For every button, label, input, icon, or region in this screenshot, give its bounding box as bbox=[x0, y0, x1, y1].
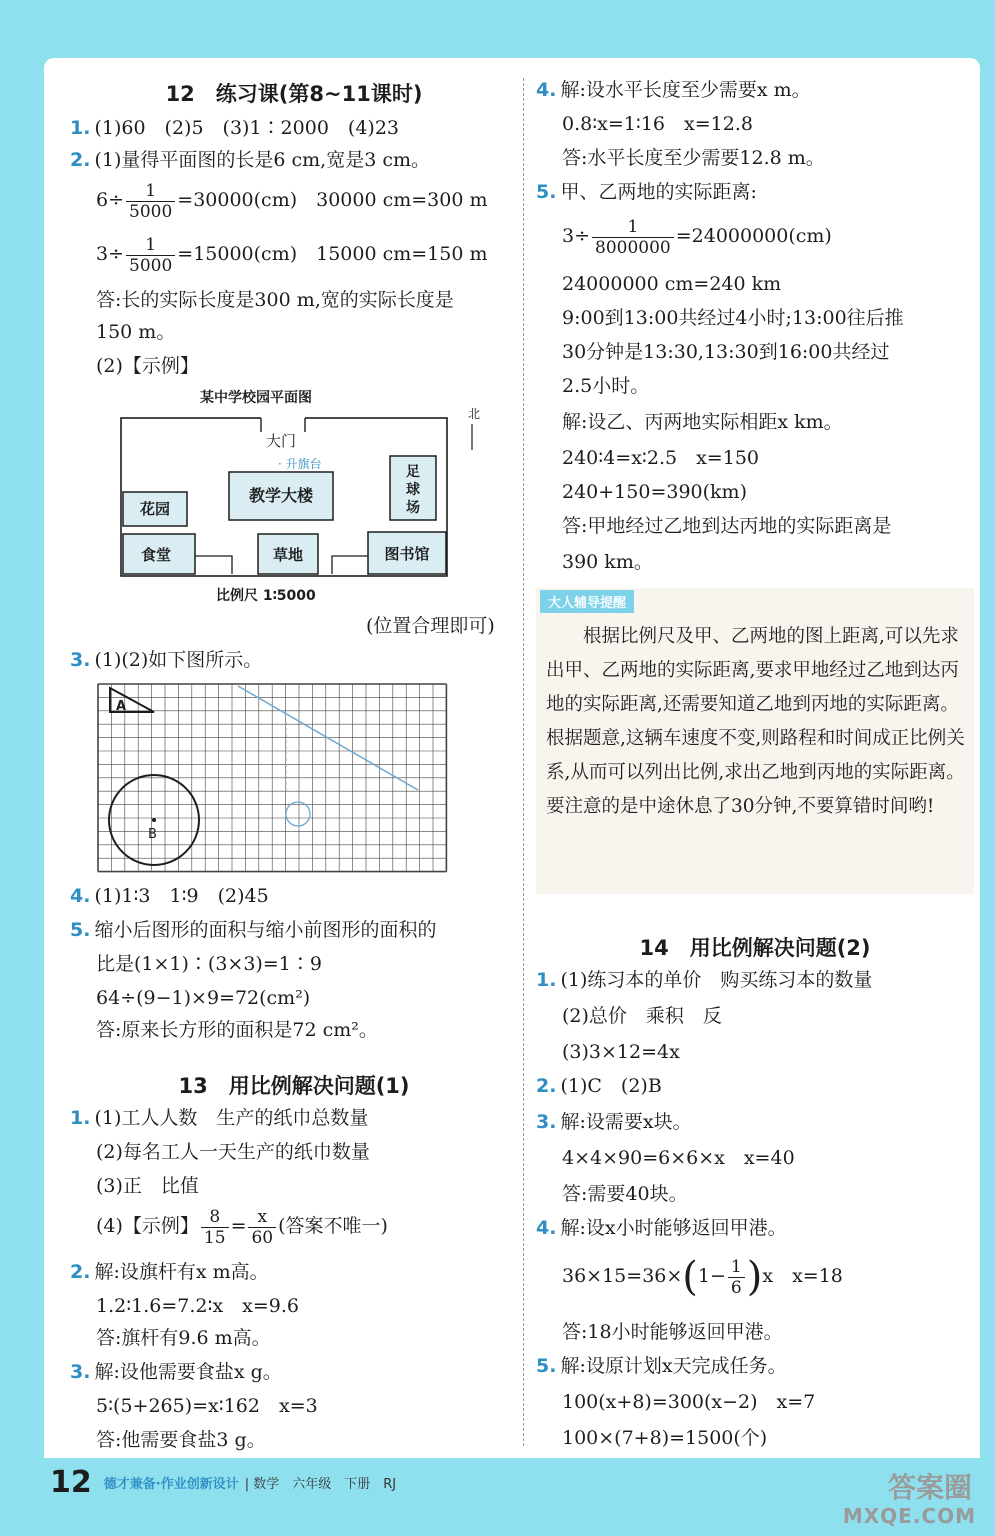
s14-answer-5-2: 100(x+8)=300(x−2) x=7 bbox=[562, 1391, 816, 1413]
s13-answer-3-2: 5∶(5+265)=x∶162 x=3 bbox=[96, 1395, 318, 1417]
r-answer-5-9: 答:甲地经过乙地到达丙地的实际距离是 bbox=[562, 515, 892, 537]
s13-answer-2-2: 1.2∶1.6=7.2∶x x=9.6 bbox=[96, 1295, 300, 1317]
s14-answer-5-1: 5. 解:设原计划x天完成任务。 bbox=[536, 1355, 787, 1377]
s13-answer-3-1: 3. 解:设他需要食盐x g。 bbox=[70, 1361, 282, 1383]
triangle-a-label: A bbox=[116, 699, 127, 714]
answer-2-ans-2: 150 m。 bbox=[96, 321, 176, 343]
r-answer-5-4: 30分钟是13:30,13:30到16:00共经过 bbox=[562, 341, 890, 363]
svg-text:花园: 花园 bbox=[139, 500, 171, 518]
page-number: 12 bbox=[50, 1464, 92, 1500]
r-answer-5-1: 5. 甲、乙两地的实际距离: bbox=[536, 181, 757, 203]
map-scale: 比例尺 1∶5000 bbox=[216, 588, 316, 604]
answer-5-2: 比是(1×1)∶(3×3)=1∶9 bbox=[96, 953, 322, 975]
s13-answer-1-2: (2)每名工人一天生产的纸巾数量 bbox=[96, 1141, 370, 1163]
s14-answer-4-3: 答:18小时能够返回甲港。 bbox=[562, 1321, 783, 1343]
circle-b-label: B bbox=[148, 827, 157, 842]
svg-text:食堂: 食堂 bbox=[140, 546, 172, 564]
s13-answer-3-3: 答:他需要食盐3 g。 bbox=[96, 1429, 266, 1451]
s14-answer-2: 2. (1)C (2)B bbox=[536, 1075, 662, 1097]
answer-2-1: 2. (1)量得平面图的长是6 cm,宽是3 cm。 bbox=[70, 149, 430, 171]
r-answer-5-calc: 3÷ $\frac{1}{8000000}$ =24000000(cm) bbox=[562, 216, 832, 258]
tutor-note-text: 根据比例尺及甲、乙两地的图上距离,可以先求出甲、乙两地的实际距离,要求甲地经过乙地到达丙地的实际距离,还需要知道乙地到丙地的实际距离。根据题意,这辆车速度不变,则路程和时间成正比例关系,从而可以列出比例,求出乙地到丙地的实际距离。要注意的是中途休息了30分钟,不要算错时间哟! bbox=[546, 626, 965, 817]
svg-text:图书馆: 图书馆 bbox=[384, 545, 430, 563]
s13-answer-1-3: (3)正 比值 bbox=[96, 1175, 199, 1197]
s13-answer-2-3: 答:旗杆有9.6 m高。 bbox=[96, 1327, 271, 1349]
page-sheet bbox=[44, 58, 980, 1458]
enlarged-line bbox=[238, 686, 418, 790]
reduced-circle bbox=[286, 802, 310, 826]
answer-5-1: 5. 缩小后图形的面积与缩小前图形的面积的 bbox=[70, 919, 437, 941]
r-answer-4-3: 答:水平长度至少需要12.8 m。 bbox=[562, 147, 825, 169]
s14-answer-3-2: 4×4×90=6×6×x x=40 bbox=[562, 1147, 795, 1169]
answer-2-calc-2: 3÷ $\frac{1}{5000}$ =15000(cm) 15000 cm=150 m bbox=[96, 234, 488, 276]
s14-answer-3-3: 答:需要40块。 bbox=[562, 1183, 688, 1205]
answer-2-note: (位置合理即可) bbox=[366, 615, 495, 637]
r-answer-5-5: 2.5小时。 bbox=[562, 375, 650, 397]
r-answer-5-3: 9:00到13:00共经过4小时;13:00往后推 bbox=[562, 307, 904, 329]
s14-answer-1-2: (2)总价 乘积 反 bbox=[562, 1005, 722, 1027]
svg-text:足: 足 bbox=[406, 464, 420, 480]
brand-name: 德才兼备·作业创新设计 bbox=[103, 1476, 239, 1492]
answer-1: 1. (1)60 (2)5 (3)1∶2000 (4)23 bbox=[70, 117, 399, 139]
watermark-site: MXQE.COM bbox=[842, 1504, 976, 1528]
column-divider bbox=[523, 78, 524, 1446]
book-info: | 数学 六年级 下册 RJ bbox=[244, 1476, 397, 1492]
north-label: 北 bbox=[468, 407, 481, 421]
r-answer-5-8: 240+150=390(km) bbox=[562, 481, 747, 503]
tutor-note bbox=[536, 588, 974, 894]
s14-answer-3-1: 3. 解:设需要x块。 bbox=[536, 1111, 692, 1133]
section-13-title: 13 用比例解决问题(1) bbox=[178, 1074, 410, 1098]
flag-label: · 升旗台 bbox=[278, 457, 322, 471]
watermark-logo-text: 答案圈 bbox=[887, 1471, 972, 1504]
answer-5-3: 64÷(9−1)×9=72(cm²) bbox=[96, 987, 311, 1009]
r-answer-4-1: 4. 解:设水平长度至少需要x m。 bbox=[536, 79, 811, 101]
gate-gap bbox=[261, 414, 305, 422]
tutor-note-tag: 大人辅导提醒 bbox=[540, 590, 634, 613]
watermark bbox=[812, 1466, 982, 1532]
r-answer-5-6: 解:设乙、丙两地实际相距x km。 bbox=[562, 411, 843, 433]
answer-4: 4. (1)1∶3 1∶9 (2)45 bbox=[70, 885, 269, 907]
section-12-title: 12 练习课(第8~11课时) bbox=[165, 82, 423, 106]
grid-figure bbox=[96, 682, 452, 882]
section-14-title: 14 用比例解决问题(2) bbox=[639, 936, 871, 960]
r-answer-4-2: 0.8∶x=1∶16 x=12.8 bbox=[562, 113, 753, 135]
answer-3: 3. (1)(2)如下图所示。 bbox=[70, 649, 263, 671]
s13-answer-1-4: (4)【示例】 $\frac{8}{15}$ = $\frac{x}{60}$ (答案不唯一) bbox=[96, 1206, 388, 1248]
page-footer bbox=[50, 1462, 396, 1502]
s13-answer-1-1: 1. (1)工人人数 生产的纸巾总数量 bbox=[70, 1107, 369, 1129]
circle-b-center bbox=[152, 818, 156, 822]
s14-answer-1-3: (3)3×12=4x bbox=[562, 1041, 680, 1063]
s13-answer-2-1: 2. 解:设旗杆有x m高。 bbox=[70, 1261, 269, 1283]
answer-2-ans-1: 答:长的实际长度是300 m,宽的实际长度是 bbox=[96, 289, 454, 311]
r-answer-5-2: 24000000 cm=240 km bbox=[562, 273, 782, 295]
svg-text:草地: 草地 bbox=[272, 546, 304, 564]
s14-answer-4-2: 36×15=36×(1− $\frac{1}{6}$ )x x=18 bbox=[562, 1254, 843, 1300]
svg-text:球: 球 bbox=[406, 482, 420, 498]
answer-2-example: (2)【示例】 bbox=[96, 355, 199, 377]
r-answer-5-10: 390 km。 bbox=[562, 551, 653, 573]
campus-map bbox=[96, 384, 516, 606]
svg-text:场: 场 bbox=[406, 500, 420, 516]
answer-2-calc-1: 6÷ $\frac{1}{5000}$ =30000(cm) 30000 cm=300 m bbox=[96, 180, 488, 222]
gate-label: 大门 bbox=[266, 432, 297, 450]
s14-answer-5-3: 100×(7+8)=1500(个) bbox=[562, 1427, 768, 1449]
s14-answer-1-1: 1. (1)练习本的单价 购买练习本的数量 bbox=[536, 969, 873, 991]
map-title: 某中学校园平面图 bbox=[200, 390, 312, 406]
r-answer-5-7: 240∶4=x∶2.5 x=150 bbox=[562, 447, 759, 469]
svg-text:教学大楼: 教学大楼 bbox=[248, 486, 314, 505]
s14-answer-4-1: 4. 解:设x小时能够返回甲港。 bbox=[536, 1217, 787, 1239]
answer-5-4: 答:原来长方形的面积是72 cm²。 bbox=[96, 1019, 378, 1041]
